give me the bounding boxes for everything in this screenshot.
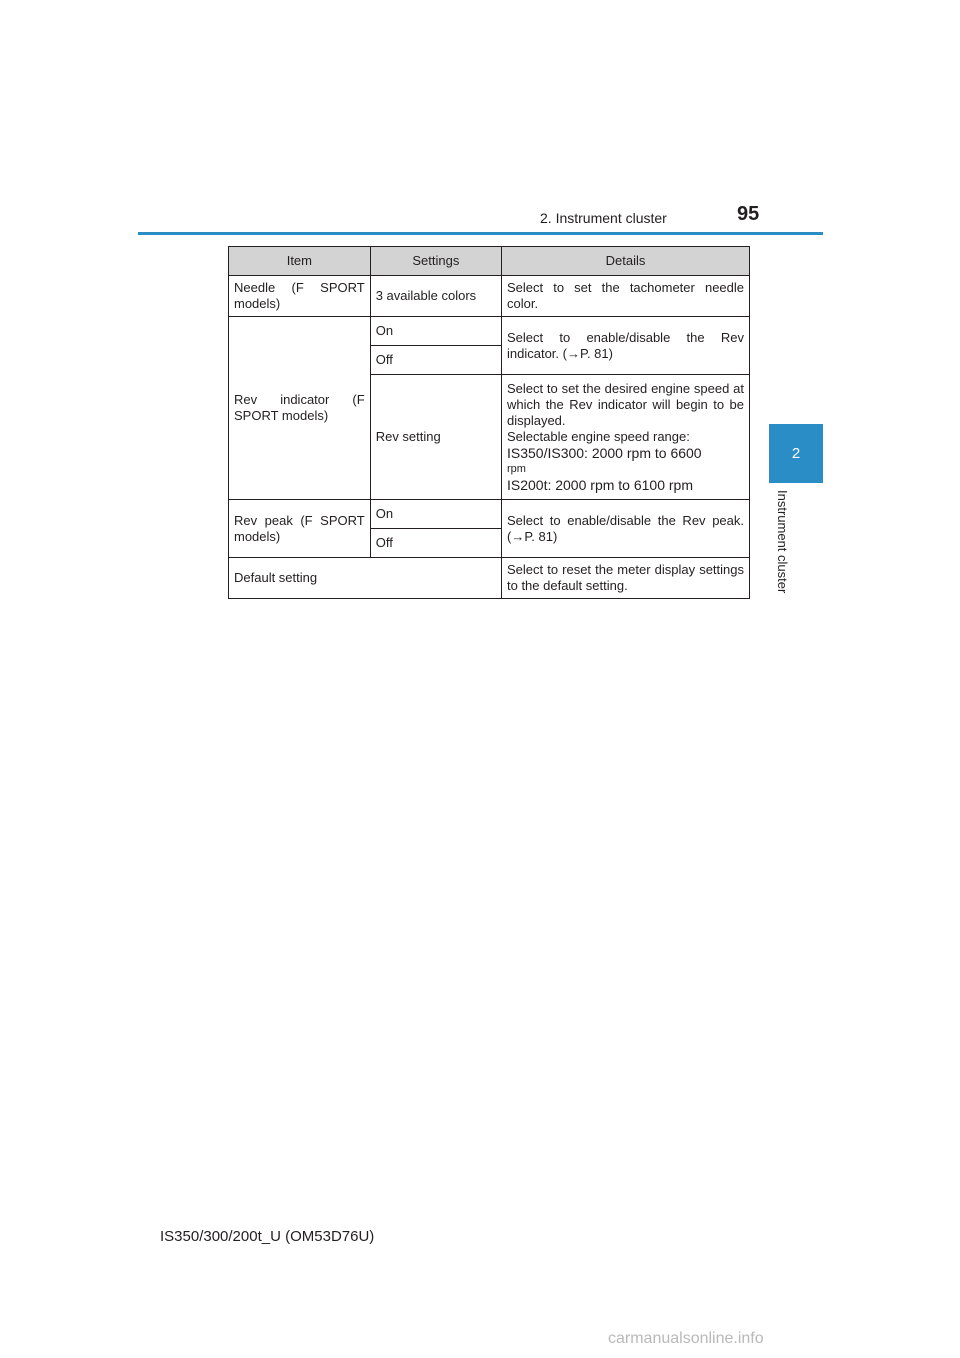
header-rule — [138, 232, 823, 235]
item-rev-peak: Rev peak (F SPORT models) — [229, 500, 371, 558]
details-rev-is350-end: rpm to 6600 — [626, 445, 702, 461]
item-default-setting: Default setting — [229, 558, 502, 599]
page-number: 95 — [737, 203, 760, 225]
setting-rev-indicator-on: On — [370, 317, 501, 346]
details-rev-indicator-on-off: Select to enable/disable the Rev indicator. (→P. 81) — [501, 317, 749, 375]
column-header-settings: Settings — [370, 247, 501, 276]
chapter-number: 2 — [791, 445, 801, 462]
setting-rev-setting: Rev setting — [370, 375, 501, 500]
details-rev-setting-range-label: Selectable engine speed range: — [506, 429, 690, 444]
footer-model-code: IS350/300/200t_U (OM53D76U) — [160, 1228, 375, 1245]
details-rev-is350-unit: rpm — [506, 463, 526, 475]
item-needle: Needle (F SPORT models) — [229, 276, 371, 317]
details-rev-setting-desc: Select to set the desired engine speed at which the Rev indicator will begin to be displayed. — [506, 381, 744, 428]
column-header-item: Item — [229, 247, 371, 276]
setting-rev-peak-off: Off — [370, 529, 501, 558]
details-rev-setting-is350 — [507, 445, 744, 461]
setting-rev-peak-on: On — [370, 500, 501, 529]
setting-needle-colors: 3 available colors — [370, 276, 501, 317]
table-row-needle — [229, 276, 750, 317]
watermark: carmanualsonline.info — [608, 1330, 764, 1347]
details-rev-is350-start: IS350/IS300: 2000 — [506, 445, 623, 461]
table-row-default-setting — [229, 558, 750, 599]
details-rev-peak: Select to enable/disable the Rev peak. (→P. 81) — [501, 500, 749, 558]
details-rev-setting-is200 — [507, 477, 744, 493]
setting-rev-indicator-off: Off — [370, 346, 501, 375]
details-default-setting: Select to reset the meter display settings to the default setting. — [501, 558, 749, 599]
details-rev-setting — [501, 375, 749, 500]
details-needle: Select to set the tachometer needle color. — [501, 276, 749, 317]
settings-table — [228, 246, 750, 599]
column-header-details: Details — [501, 247, 749, 276]
item-rev-indicator: Rev indicator (F SPORT models) — [229, 317, 371, 500]
section-title: 2. Instrument cluster — [540, 210, 667, 226]
table-row-rev-indicator-on — [229, 317, 750, 346]
table-header-row — [229, 247, 750, 276]
details-rev-is200-start: IS200t: 2000 — [506, 477, 587, 493]
table-row-rev-peak-on — [229, 500, 750, 529]
chapter-label: Instrument cluster — [775, 490, 790, 594]
chapter-tab — [769, 424, 823, 483]
details-rev-is200-end: rpm to 6100 rpm — [590, 477, 693, 493]
